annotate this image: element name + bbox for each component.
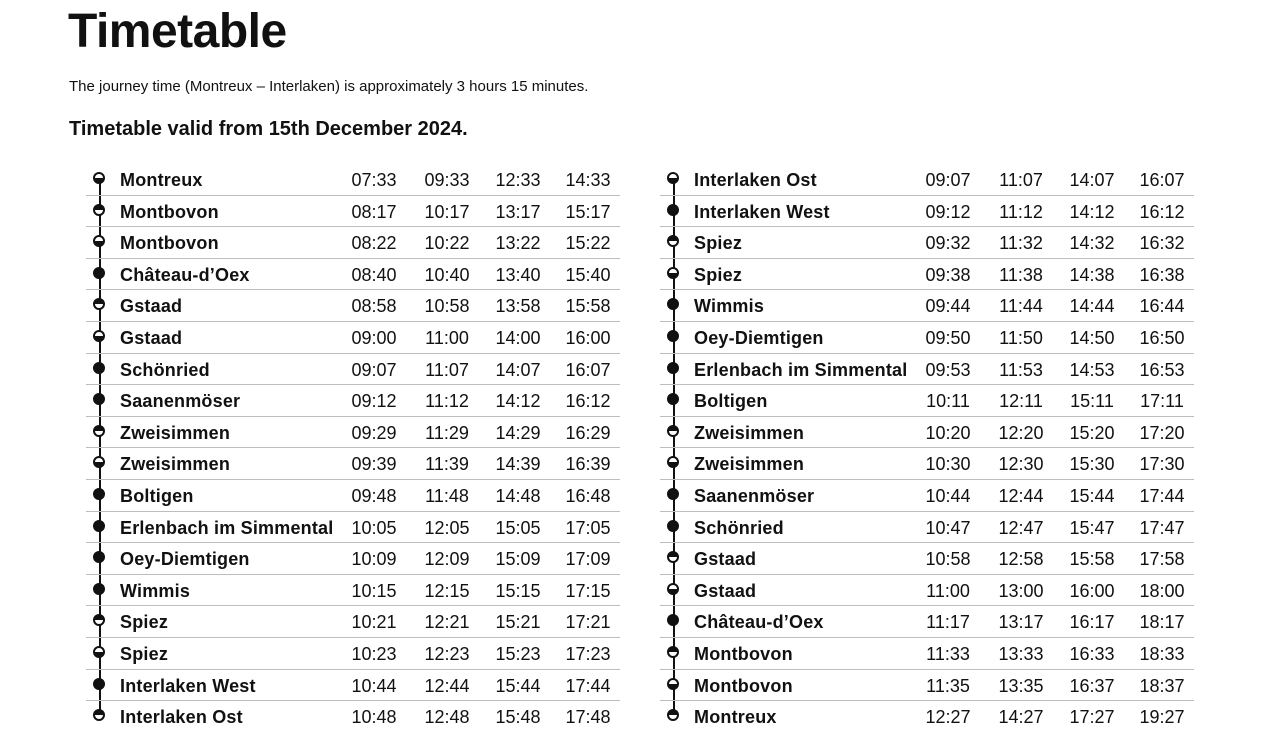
departure-time: 09:32 bbox=[925, 233, 971, 254]
table-row bbox=[86, 638, 620, 670]
stop-marker-icon bbox=[667, 583, 679, 595]
departure-time: 15:05 bbox=[495, 517, 541, 538]
departure-time: 09:07 bbox=[925, 170, 971, 190]
station-name: Montreux bbox=[120, 170, 203, 190]
stop-marker-icon bbox=[667, 267, 679, 279]
stop-marker-icon bbox=[667, 520, 679, 532]
journey-time-note: The journey time (Montreux – Interlaken) is approximately 3 hours 15 minutes. bbox=[69, 78, 589, 95]
departure-time: 11:39 bbox=[425, 454, 469, 475]
departure-time: 16:50 bbox=[1139, 327, 1185, 348]
departure-time: 14:44 bbox=[1069, 296, 1115, 317]
stop-marker-icon bbox=[667, 172, 679, 184]
departure-time: 13:40 bbox=[495, 264, 541, 285]
departure-time: 12:47 bbox=[998, 517, 1044, 538]
departure-time: 11:38 bbox=[999, 264, 1043, 285]
table-row bbox=[660, 512, 1194, 544]
departure-time: 17:11 bbox=[1140, 391, 1184, 412]
stop-marker-icon bbox=[93, 362, 105, 374]
departure-time: 10:17 bbox=[424, 201, 470, 222]
station-name: Wimmis bbox=[120, 580, 191, 601]
stop-marker-icon bbox=[93, 235, 105, 247]
departure-time: 16:00 bbox=[565, 327, 611, 348]
departure-time: 11:29 bbox=[425, 422, 469, 443]
stop-marker-icon bbox=[667, 551, 679, 563]
departure-time: 17:20 bbox=[1139, 422, 1185, 443]
table-row bbox=[86, 512, 620, 544]
departure-time: 12:30 bbox=[998, 454, 1044, 475]
departure-time: 12:27 bbox=[925, 707, 971, 728]
table-row bbox=[660, 480, 1194, 512]
station-name: Gstaad bbox=[120, 327, 183, 348]
departure-time: 12:23 bbox=[424, 643, 470, 664]
departure-time: 17:44 bbox=[1139, 485, 1185, 506]
departure-time: 09:53 bbox=[925, 359, 971, 380]
departure-time: 09:39 bbox=[351, 454, 397, 475]
departure-time: 11:44 bbox=[999, 296, 1043, 317]
station-name: Gstaad bbox=[120, 296, 183, 317]
table-row bbox=[86, 575, 620, 607]
station-name: Zweisimmen bbox=[120, 454, 231, 475]
table-row bbox=[86, 480, 620, 512]
station-name: Erlenbach im Simmental bbox=[120, 517, 334, 538]
table-row bbox=[660, 638, 1194, 670]
departure-time: 16:00 bbox=[1069, 580, 1115, 601]
departure-time: 14:39 bbox=[495, 454, 541, 475]
departure-time: 15:15 bbox=[495, 580, 541, 601]
departure-time: 17:21 bbox=[565, 612, 611, 633]
stop-marker-icon bbox=[93, 330, 105, 342]
stop-marker-icon bbox=[93, 551, 105, 563]
station-name: Schönried bbox=[120, 359, 210, 380]
departure-time: 10:44 bbox=[925, 485, 971, 506]
departure-time: 17:23 bbox=[565, 643, 611, 664]
departure-time: 12:09 bbox=[424, 549, 470, 570]
stop-marker-icon bbox=[93, 646, 105, 658]
station-name: Zweisimmen bbox=[694, 422, 805, 443]
departure-time: 17:58 bbox=[1139, 549, 1185, 570]
station-name: Montreux bbox=[694, 707, 777, 728]
departure-time: 17:05 bbox=[565, 517, 611, 538]
table-row bbox=[86, 164, 620, 196]
table-row bbox=[86, 670, 620, 702]
departure-time: 16:44 bbox=[1139, 296, 1185, 317]
departure-time: 09:12 bbox=[351, 391, 397, 412]
stop-marker-icon bbox=[667, 235, 679, 247]
stop-marker-icon bbox=[667, 488, 679, 500]
table-row bbox=[660, 606, 1194, 638]
departure-time: 15:47 bbox=[1069, 517, 1115, 538]
stop-marker-icon bbox=[667, 393, 679, 405]
departure-time: 16:07 bbox=[1139, 170, 1185, 190]
departure-time: 08:17 bbox=[351, 201, 397, 222]
departure-time: 10:48 bbox=[351, 707, 397, 728]
stop-marker-icon bbox=[667, 204, 679, 216]
table-row bbox=[660, 417, 1194, 449]
departure-time: 10:09 bbox=[351, 549, 397, 570]
departure-time: 15:22 bbox=[565, 233, 611, 254]
stop-marker-icon bbox=[667, 709, 679, 721]
departure-time: 16:33 bbox=[1069, 643, 1115, 664]
stop-marker-icon bbox=[93, 488, 105, 500]
station-name: Boltigen bbox=[120, 485, 194, 506]
departure-time: 10:23 bbox=[351, 643, 397, 664]
departure-time: 14:29 bbox=[495, 422, 541, 443]
table-row bbox=[660, 322, 1194, 354]
departure-time: 10:05 bbox=[351, 517, 397, 538]
departure-time: 14:07 bbox=[495, 359, 541, 380]
timetable-montreux-interlaken bbox=[86, 164, 620, 733]
station-name: Interlaken Ost bbox=[694, 170, 817, 190]
stop-marker-icon bbox=[667, 456, 679, 468]
departure-time: 14:32 bbox=[1069, 233, 1115, 254]
departure-time: 11:33 bbox=[926, 643, 970, 664]
station-name: Spiez bbox=[694, 264, 743, 285]
departure-time: 16:39 bbox=[565, 454, 611, 475]
station-name: Gstaad bbox=[694, 549, 757, 570]
stop-marker-icon bbox=[93, 456, 105, 468]
departure-time: 13:00 bbox=[998, 580, 1044, 601]
departure-time: 14:48 bbox=[495, 485, 541, 506]
table-row bbox=[86, 543, 620, 575]
departure-time: 10:40 bbox=[424, 264, 470, 285]
departure-time: 13:17 bbox=[998, 612, 1044, 633]
departure-time: 10:58 bbox=[424, 296, 470, 317]
departure-time: 15:09 bbox=[495, 549, 541, 570]
departure-time: 14:07 bbox=[1069, 170, 1115, 190]
departure-time: 11:17 bbox=[926, 612, 970, 633]
departure-time: 13:58 bbox=[495, 296, 541, 317]
departure-time: 09:29 bbox=[351, 422, 397, 443]
departure-time: 11:12 bbox=[425, 391, 469, 412]
departure-time: 12:48 bbox=[424, 707, 470, 728]
stop-marker-icon bbox=[93, 425, 105, 437]
station-name: Montbovon bbox=[694, 643, 793, 664]
stop-marker-icon bbox=[93, 709, 105, 721]
departure-time: 10:15 bbox=[351, 580, 397, 601]
departure-time: 10:30 bbox=[925, 454, 971, 475]
departure-time: 17:09 bbox=[565, 549, 611, 570]
stop-marker-icon bbox=[667, 425, 679, 437]
departure-time: 13:17 bbox=[495, 201, 541, 222]
departure-time: 15:23 bbox=[495, 643, 541, 664]
stop-marker-icon bbox=[93, 678, 105, 690]
departure-time: 17:48 bbox=[565, 707, 611, 728]
page-title: Timetable bbox=[68, 5, 287, 58]
departure-time: 15:11 bbox=[1070, 391, 1114, 412]
departure-time: 17:44 bbox=[565, 675, 611, 696]
departure-time: 09:00 bbox=[351, 327, 397, 348]
departure-time: 09:38 bbox=[925, 264, 971, 285]
departure-time: 16:17 bbox=[1069, 612, 1115, 633]
departure-time: 10:58 bbox=[925, 549, 971, 570]
table-row bbox=[86, 701, 620, 733]
departure-time: 14:12 bbox=[495, 391, 541, 412]
stop-marker-icon bbox=[667, 678, 679, 690]
departure-time: 15:48 bbox=[495, 707, 541, 728]
departure-time: 17:30 bbox=[1139, 454, 1185, 475]
table-row bbox=[660, 227, 1194, 259]
departure-time: 12:15 bbox=[424, 580, 470, 601]
departure-time: 11:35 bbox=[926, 675, 970, 696]
stop-marker-icon bbox=[93, 204, 105, 216]
departure-time: 15:58 bbox=[1069, 549, 1115, 570]
table-row bbox=[660, 385, 1194, 417]
departure-time: 14:53 bbox=[1069, 359, 1115, 380]
station-name: Spiez bbox=[120, 612, 169, 633]
departure-time: 15:17 bbox=[565, 201, 611, 222]
station-name: Château-d’Oex bbox=[120, 264, 250, 285]
departure-time: 08:58 bbox=[351, 296, 397, 317]
station-name: Gstaad bbox=[694, 580, 757, 601]
table-row bbox=[86, 322, 620, 354]
station-name: Saanenmöser bbox=[120, 391, 241, 412]
stop-marker-icon bbox=[93, 583, 105, 595]
departure-time: 16:38 bbox=[1139, 264, 1185, 285]
departure-time: 15:58 bbox=[565, 296, 611, 317]
stop-marker-icon bbox=[667, 330, 679, 342]
departure-time: 12:11 bbox=[999, 391, 1043, 412]
station-name: Erlenbach im Simmental bbox=[694, 359, 908, 380]
station-name: Interlaken West bbox=[120, 675, 256, 696]
stop-marker-icon bbox=[667, 362, 679, 374]
table-row bbox=[86, 196, 620, 228]
table-row bbox=[660, 701, 1194, 733]
departure-time: 14:33 bbox=[565, 170, 611, 190]
timetable-interlaken-montreux bbox=[660, 164, 1194, 733]
departure-time: 10:47 bbox=[925, 517, 971, 538]
stop-marker-icon bbox=[93, 614, 105, 626]
stop-marker-icon bbox=[667, 298, 679, 310]
departure-time: 15:30 bbox=[1069, 454, 1115, 475]
departure-time: 16:53 bbox=[1139, 359, 1185, 380]
departure-time: 14:12 bbox=[1069, 201, 1115, 222]
departure-time: 14:38 bbox=[1069, 264, 1115, 285]
table-row bbox=[660, 196, 1194, 228]
table-row bbox=[660, 164, 1194, 196]
departure-time: 10:22 bbox=[424, 233, 470, 254]
stop-marker-icon bbox=[93, 267, 105, 279]
departure-time: 09:12 bbox=[925, 201, 971, 222]
table-row bbox=[86, 385, 620, 417]
departure-time: 10:11 bbox=[926, 391, 970, 412]
table-row bbox=[660, 543, 1194, 575]
table-row bbox=[86, 227, 620, 259]
departure-time: 07:33 bbox=[351, 170, 397, 190]
station-name: Wimmis bbox=[694, 296, 765, 317]
stop-marker-icon bbox=[93, 520, 105, 532]
departure-time: 11:00 bbox=[926, 580, 970, 601]
departure-time: 10:20 bbox=[925, 422, 971, 443]
departure-time: 15:21 bbox=[495, 612, 541, 633]
station-name: Interlaken Ost bbox=[120, 707, 243, 728]
departure-time: 16:48 bbox=[565, 485, 611, 506]
table-row bbox=[660, 670, 1194, 702]
validity-heading: Timetable valid from 15th December 2024. bbox=[69, 118, 468, 140]
departure-time: 11:00 bbox=[425, 327, 469, 348]
departure-time: 16:12 bbox=[565, 391, 611, 412]
table-row bbox=[86, 606, 620, 638]
table-row bbox=[86, 448, 620, 480]
departure-time: 11:50 bbox=[999, 327, 1043, 348]
departure-time: 11:32 bbox=[999, 233, 1043, 254]
departure-time: 09:48 bbox=[351, 485, 397, 506]
departure-time: 08:22 bbox=[351, 233, 397, 254]
departure-time: 18:00 bbox=[1139, 580, 1185, 601]
station-name: Spiez bbox=[694, 233, 743, 254]
departure-time: 12:44 bbox=[424, 675, 470, 696]
departure-time: 12:33 bbox=[495, 170, 541, 190]
departure-time: 12:58 bbox=[998, 549, 1044, 570]
table-row bbox=[86, 259, 620, 291]
departure-time: 13:22 bbox=[495, 233, 541, 254]
departure-time: 14:00 bbox=[495, 327, 541, 348]
station-name: Oey-Diemtigen bbox=[120, 549, 250, 570]
departure-time: 16:37 bbox=[1069, 675, 1115, 696]
departure-time: 09:50 bbox=[925, 327, 971, 348]
departure-time: 16:29 bbox=[565, 422, 611, 443]
departure-time: 15:44 bbox=[1069, 485, 1115, 506]
station-name: Château-d’Oex bbox=[694, 612, 824, 633]
table-row bbox=[660, 575, 1194, 607]
departure-time: 10:44 bbox=[351, 675, 397, 696]
stop-marker-icon bbox=[93, 298, 105, 310]
departure-time: 11:53 bbox=[999, 359, 1043, 380]
departure-time: 18:17 bbox=[1139, 612, 1185, 633]
station-name: Spiez bbox=[120, 643, 169, 664]
departure-time: 16:07 bbox=[565, 359, 611, 380]
stop-marker-icon bbox=[667, 646, 679, 658]
departure-time: 11:07 bbox=[425, 359, 469, 380]
table-row bbox=[86, 417, 620, 449]
departure-time: 13:33 bbox=[998, 643, 1044, 664]
departure-time: 11:48 bbox=[425, 485, 469, 506]
table-row bbox=[660, 354, 1194, 386]
departure-time: 18:33 bbox=[1139, 643, 1185, 664]
departure-time: 17:15 bbox=[565, 580, 611, 601]
departure-time: 15:44 bbox=[495, 675, 541, 696]
station-name: Montbovon bbox=[120, 201, 219, 222]
station-name: Boltigen bbox=[694, 391, 768, 412]
departure-time: 09:07 bbox=[351, 359, 397, 380]
departure-time: 15:20 bbox=[1069, 422, 1115, 443]
departure-time: 16:32 bbox=[1139, 233, 1185, 254]
departure-time: 17:47 bbox=[1139, 517, 1185, 538]
departure-time: 16:12 bbox=[1139, 201, 1185, 222]
station-name: Zweisimmen bbox=[120, 422, 231, 443]
station-name: Schönried bbox=[694, 517, 784, 538]
table-row bbox=[660, 259, 1194, 291]
departure-time: 12:21 bbox=[424, 612, 470, 633]
departure-time: 11:12 bbox=[999, 201, 1043, 222]
stop-marker-icon bbox=[93, 393, 105, 405]
station-name: Interlaken West bbox=[694, 201, 830, 222]
table-row bbox=[86, 290, 620, 322]
table-row bbox=[660, 290, 1194, 322]
station-name: Montbovon bbox=[694, 675, 793, 696]
table-row bbox=[660, 448, 1194, 480]
departure-time: 17:27 bbox=[1069, 707, 1115, 728]
departure-time: 12:44 bbox=[998, 485, 1044, 506]
station-name: Saanenmöser bbox=[694, 485, 815, 506]
departure-time: 12:05 bbox=[424, 517, 470, 538]
departure-time: 11:07 bbox=[999, 170, 1043, 190]
departure-time: 14:50 bbox=[1069, 327, 1115, 348]
departure-time: 13:35 bbox=[998, 675, 1044, 696]
departure-time: 15:40 bbox=[565, 264, 611, 285]
station-name: Oey-Diemtigen bbox=[694, 327, 824, 348]
station-name: Montbovon bbox=[120, 233, 219, 254]
departure-time: 18:37 bbox=[1139, 675, 1185, 696]
departure-time: 14:27 bbox=[998, 707, 1044, 728]
departure-time: 12:20 bbox=[998, 422, 1044, 443]
departure-time: 10:21 bbox=[351, 612, 397, 633]
departure-time: 19:27 bbox=[1139, 707, 1185, 728]
departure-time: 09:44 bbox=[925, 296, 971, 317]
station-name: Zweisimmen bbox=[694, 454, 805, 475]
departure-time: 08:40 bbox=[351, 264, 397, 285]
stop-marker-icon bbox=[93, 172, 105, 184]
departure-time: 09:33 bbox=[424, 170, 470, 190]
table-row bbox=[86, 354, 620, 386]
stop-marker-icon bbox=[667, 614, 679, 626]
